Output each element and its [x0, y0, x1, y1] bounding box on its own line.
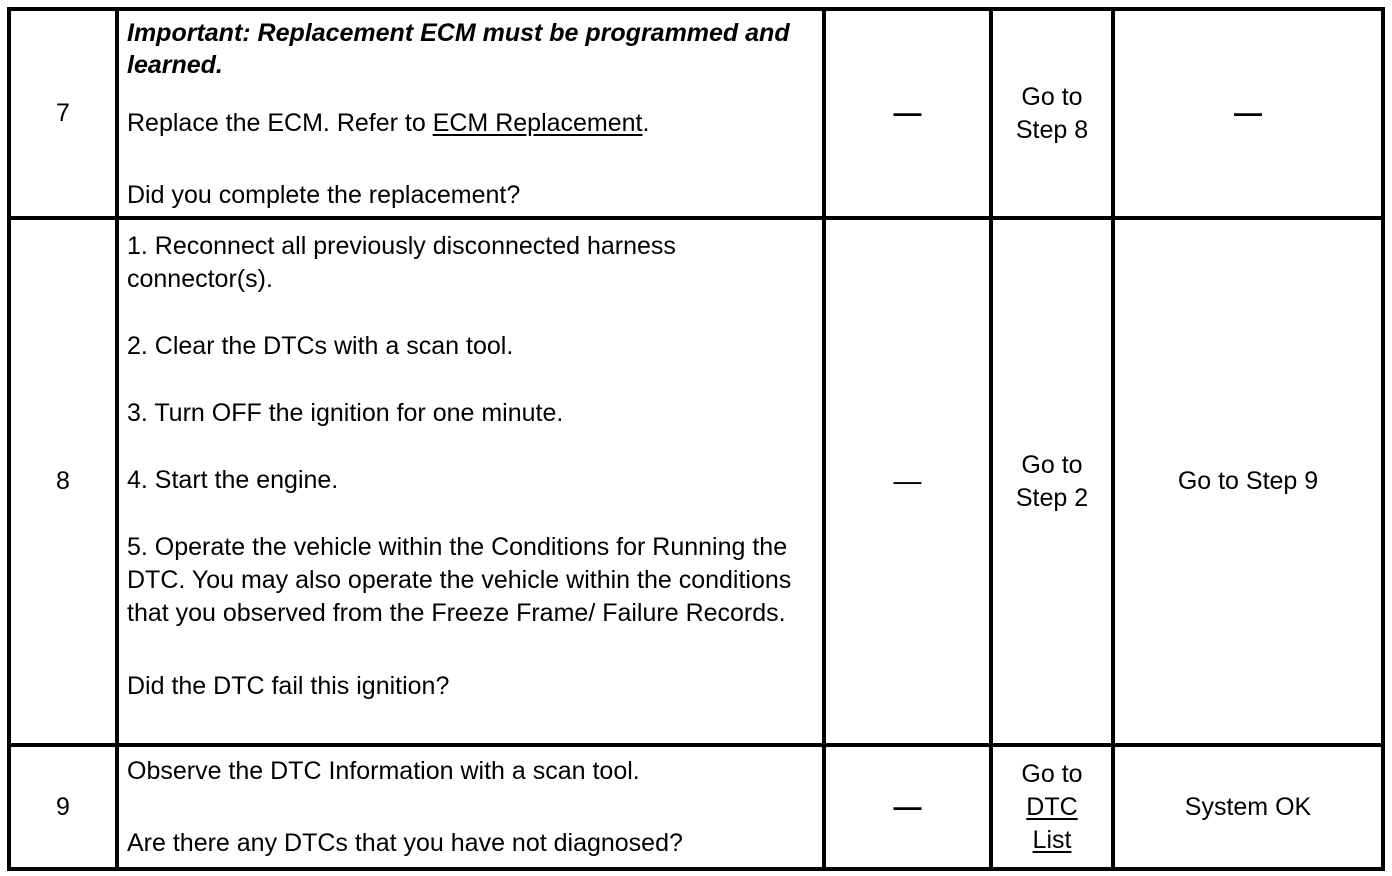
step-value: — — [824, 218, 991, 745]
step-number: 9 — [9, 745, 117, 869]
step-value: — — [824, 9, 991, 218]
action-instruction: Replace the ECM. Refer to ECM Replacement. — [127, 109, 650, 137]
important-note: Important: Replacement ECM must be programmed and learned. — [127, 19, 790, 79]
action-item-3: 3. Turn OFF the ignition for one minute. — [127, 399, 564, 427]
dtc-list-link-line2[interactable]: List — [1032, 825, 1072, 854]
step-yes: Go to Step 8 — [991, 9, 1113, 218]
step-action — [117, 218, 824, 745]
step-yes: Go to DTC List — [991, 745, 1113, 869]
step-no: Go to Step 9 — [1113, 218, 1383, 745]
step-yes: Go to Step 2 — [991, 218, 1113, 745]
action-item-5: 5. Operate the vehicle within the Conditions for Running the DTC. You may also operate the vehicle within the conditions that you observed from the Freeze Frame/ Failure Records. — [127, 533, 792, 627]
step-no: — — [1113, 9, 1383, 218]
step-number: 7 — [9, 9, 117, 218]
dtc-list-link-line1[interactable]: DTC — [1026, 792, 1078, 821]
step-action — [117, 9, 824, 218]
step-question: Are there any DTCs that you have not diagnosed? — [127, 829, 683, 857]
action-item-2: 2. Clear the DTCs with a scan tool. — [127, 332, 514, 360]
diagnostic-steps-table — [7, 7, 1385, 871]
table-row-step-9 — [9, 745, 1383, 869]
step-question: Did you complete the replacement? — [127, 181, 521, 209]
step-value: — — [824, 745, 991, 869]
step-action — [117, 745, 824, 869]
table-row-step-8 — [9, 218, 1383, 745]
table-row-step-7 — [9, 9, 1383, 218]
step-no: System OK — [1113, 745, 1383, 869]
action-instruction: Observe the DTC Information with a scan tool. — [127, 757, 640, 785]
action-item-1: 1. Reconnect all previously disconnected harness connector(s). — [127, 232, 676, 293]
action-item-4: 4. Start the engine. — [127, 466, 339, 494]
step-number: 8 — [9, 218, 117, 745]
ecm-replacement-link[interactable]: ECM Replacement — [432, 109, 643, 137]
step-question: Did the DTC fail this ignition? — [127, 672, 450, 700]
